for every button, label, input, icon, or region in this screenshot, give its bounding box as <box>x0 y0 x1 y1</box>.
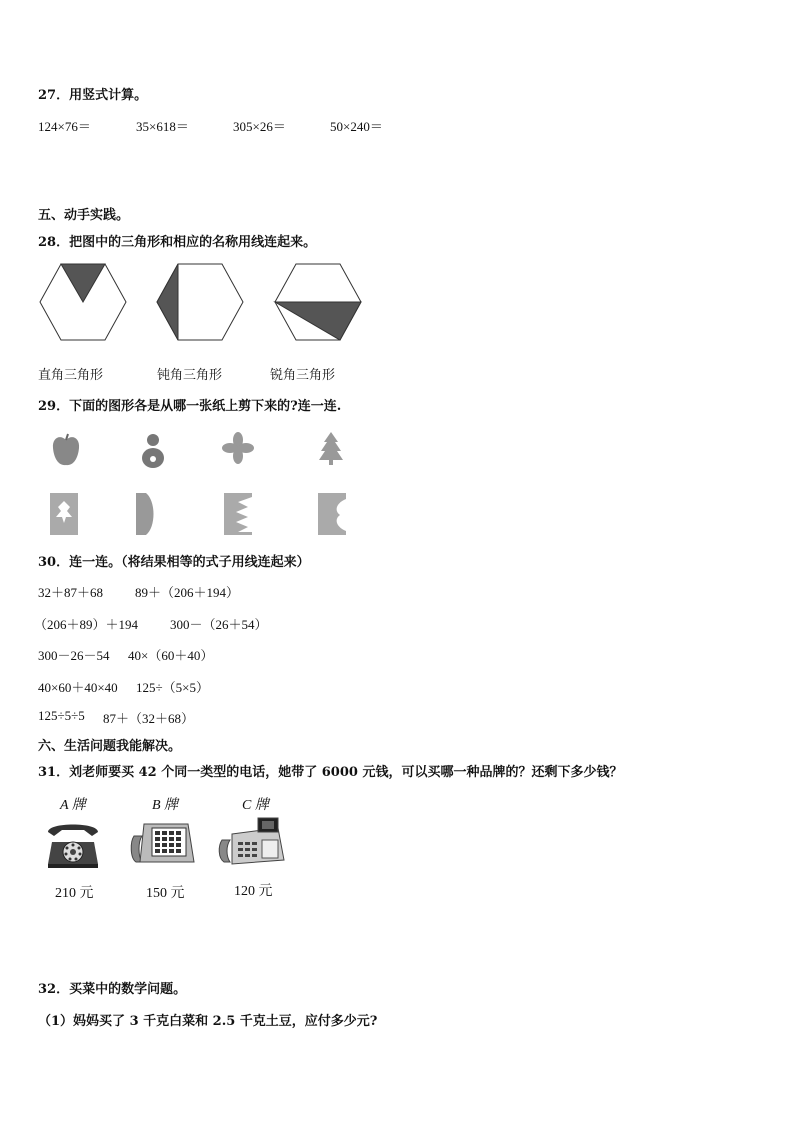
leaf-cutout-paper-icon <box>50 493 78 535</box>
q27-title: 27．用竖式计算。 <box>38 88 148 103</box>
q30-right-2: 300－（26＋54） <box>170 617 268 632</box>
q30-left-3: 300－26－54 <box>38 648 110 663</box>
q28-title: 28．把图中的三角形和相应的名称用线连起来。 <box>38 235 317 250</box>
hexagon-figure-3 <box>273 262 363 342</box>
label-obtuse-triangle: 钝角三角形 <box>157 368 223 383</box>
q32-sub1: （1）妈妈买了 3 千克白菜和 2.5 千克土豆，应付多少元? <box>38 1014 378 1029</box>
section-6-heading: 六、生活问题我能解决。 <box>38 739 182 754</box>
q27-expr-4: 50×240＝ <box>330 119 383 134</box>
q30-left-2: （206＋89）＋194 <box>34 617 139 632</box>
section-5-heading: 五、动手实践。 <box>38 208 130 223</box>
q30-right-1: 89＋（206＋194） <box>135 585 240 600</box>
price-c: 120 元 <box>234 884 273 899</box>
keypad-phone-icon <box>128 816 196 868</box>
q30-left-4: 40×60＋40×40 <box>38 680 118 695</box>
price-a: 210 元 <box>55 886 94 901</box>
q30-right-4: 125÷（5×5） <box>136 680 209 695</box>
price-b: 150 元 <box>146 886 185 901</box>
q30-left-5: 125÷5÷5 <box>38 708 85 723</box>
label-right-triangle: 直角三角形 <box>38 368 104 383</box>
office-phone-icon <box>218 814 286 868</box>
brand-a-label: A 牌 <box>60 798 86 813</box>
gourd-shape-icon <box>138 430 168 470</box>
zigzag-cutout-paper-icon <box>224 493 252 535</box>
q30-right-5: 87＋（32＋68） <box>103 711 195 726</box>
brand-b-label: B 牌 <box>152 798 179 813</box>
hexagon-figure-2 <box>155 262 245 342</box>
brand-c-label: C 牌 <box>242 798 269 813</box>
q31-title: 31．刘老师要买 42 个同一类型的电话，她带了 6000 元钱，可以买哪一种品牌的？还剩下多少钱？ <box>38 765 623 780</box>
tree-shape-icon <box>316 430 346 466</box>
q30-left-1: 32＋87＋68 <box>38 585 104 600</box>
curve-cutout-paper-icon <box>318 493 346 535</box>
q27-expr-1: 124×76＝ <box>38 119 91 134</box>
apple-shape-icon <box>50 432 82 468</box>
q32-title: 32．买菜中的数学问题。 <box>38 982 187 997</box>
q29-title: 29．下面的图形各是从哪一张纸上剪下来的?连一连. <box>38 399 342 414</box>
label-acute-triangle: 锐角三角形 <box>270 368 336 383</box>
q30-title: 30．连一连。（将结果相等的式子用线连起来） <box>38 555 310 570</box>
q27-expr-3: 305×26＝ <box>233 119 286 134</box>
rotary-phone-icon <box>44 818 102 870</box>
q27-expr-2: 35×618＝ <box>136 119 189 134</box>
flower-shape-icon <box>222 432 254 464</box>
moon-cutout-paper-icon <box>136 493 164 535</box>
hexagon-figure-1 <box>38 262 128 342</box>
q30-right-3: 40×（60＋40） <box>128 648 214 663</box>
